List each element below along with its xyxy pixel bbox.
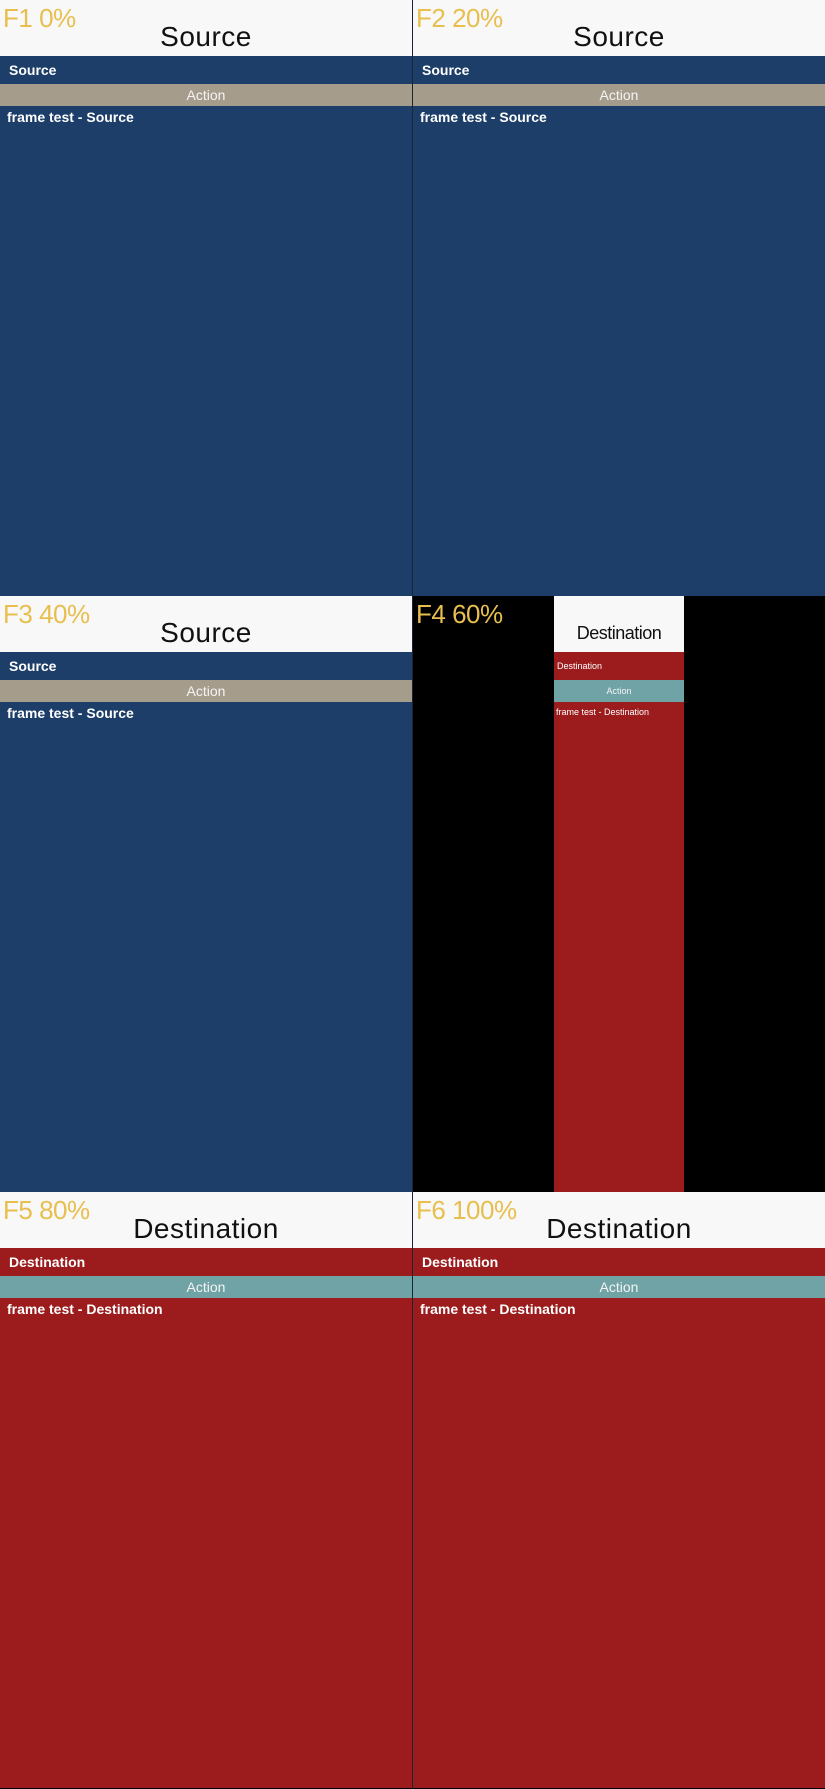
content-text: frame test - Source [413, 106, 825, 596]
subtitle-bar: Destination [0, 1248, 412, 1276]
frame-label: F4 60% [416, 599, 503, 629]
frame-divider [412, 0, 413, 1789]
frame-screen [413, 0, 825, 596]
frame-screen [0, 0, 412, 596]
content-text: frame test - Source [0, 106, 412, 596]
content-text: frame test - Destination [0, 1298, 412, 1788]
page-title: Destination [576, 623, 662, 643]
subtitle-bar: Source [413, 56, 825, 84]
content-text: frame test - Source [0, 702, 412, 1192]
frame-label: F1 0% [3, 3, 76, 33]
subtitle-bar: Source [0, 652, 412, 680]
frame-3 [0, 596, 412, 1192]
action-button[interactable]: Action [0, 84, 412, 106]
frame-1 [0, 0, 412, 596]
subtitle-bar: Destination [413, 1248, 825, 1276]
frame-screen [554, 596, 684, 1192]
subtitle-bar: Source [0, 56, 412, 84]
frame-screen [413, 1192, 825, 1788]
frame-screen [0, 596, 412, 1192]
action-button[interactable]: Action [0, 1276, 412, 1298]
page-title: Source [160, 21, 252, 52]
page-title: Destination [546, 1213, 692, 1244]
frame-label: F5 80% [3, 1195, 90, 1225]
content-text: frame test - Destination [554, 702, 684, 1192]
frame-2 [413, 0, 825, 596]
frame-5 [0, 1192, 412, 1788]
action-button[interactable]: Action [413, 84, 825, 106]
frame-label: F3 40% [3, 599, 90, 629]
frame-4 [413, 596, 825, 1192]
page-title: Source [160, 617, 252, 648]
page-title: Destination [133, 1213, 279, 1244]
frame-screen [0, 1192, 412, 1788]
title-bar [554, 596, 684, 652]
subtitle-bar: Destination [554, 652, 684, 680]
frame-label: F6 100% [416, 1195, 517, 1225]
action-button[interactable]: Action [413, 1276, 825, 1298]
frame-label: F2 20% [416, 3, 503, 33]
page-title: Source [573, 21, 665, 52]
action-button[interactable]: Action [0, 680, 412, 702]
content-text: frame test - Destination [413, 1298, 825, 1788]
frame-6 [413, 1192, 825, 1788]
action-button[interactable]: Action [554, 680, 684, 702]
